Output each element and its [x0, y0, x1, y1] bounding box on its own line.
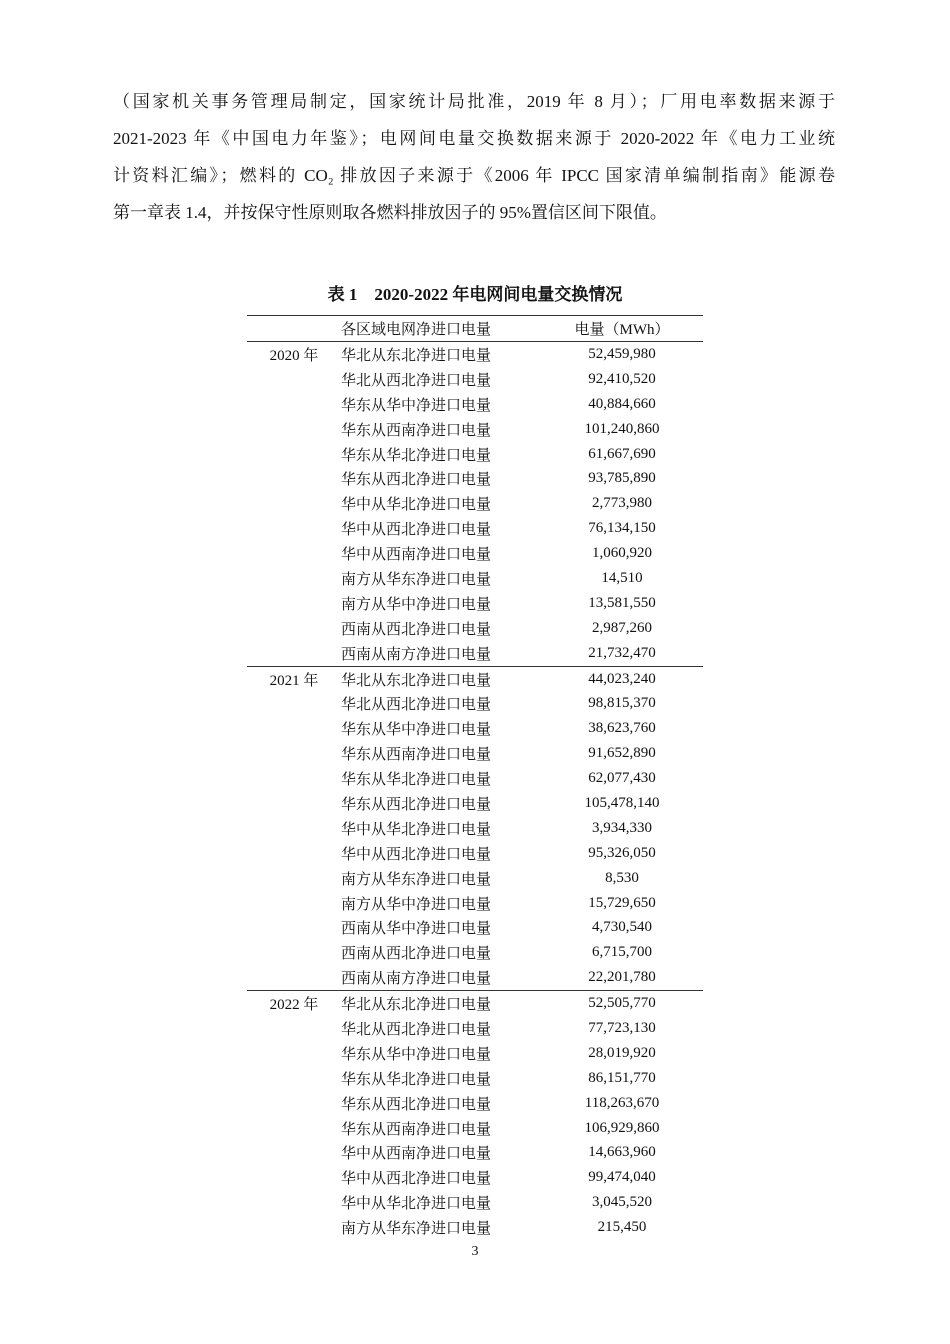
- value-cell: 40,884,660: [588, 395, 656, 412]
- table-row: [247, 891, 703, 916]
- value-cell: 6,715,700: [592, 944, 652, 961]
- grid-exchange-table: [247, 315, 703, 1240]
- value-cell: 95,326,050: [588, 844, 656, 861]
- value-cell: 2,987,260: [592, 619, 652, 636]
- value-cell: 15,729,650: [588, 894, 656, 911]
- table-row: [247, 816, 703, 841]
- item-cell: 西南从南方净进口电量: [341, 646, 492, 663]
- value-cell: 1,060,920: [592, 545, 652, 562]
- value-cell: 4,730,540: [592, 919, 652, 936]
- value-cell: 21,732,470: [588, 644, 656, 661]
- paragraph-line: 计资料汇编》；燃料的 CO₂ 排放因子来源于《2006 年 IPCC 国家清单编制指南》能源卷: [113, 166, 835, 185]
- item-cell: 华东从华中净进口电量: [341, 397, 492, 414]
- table-row: [247, 491, 703, 516]
- paragraph-line: 2021-2023 年《中国电力年鉴》；电网间电量交换数据来源于 2020-2022 年《电力工业统: [113, 129, 835, 148]
- table-row: [247, 1165, 703, 1190]
- value-cell: 44,023,240: [588, 670, 656, 687]
- table-row: [247, 691, 703, 716]
- table-title: 表 1 2020-2022 年电网间电量交换情况: [327, 285, 623, 304]
- table-row: [247, 667, 703, 692]
- value-cell: 13,581,550: [588, 594, 656, 611]
- table-row: [247, 1066, 703, 1091]
- table-row: [247, 417, 703, 442]
- table-row: [247, 1016, 703, 1041]
- year-cell: 2021 年: [269, 672, 319, 689]
- item-cell: 华东从华中净进口电量: [341, 722, 492, 739]
- table-row: [247, 442, 703, 467]
- item-cell: 华东从西南净进口电量: [341, 422, 492, 439]
- table-row: [247, 616, 703, 641]
- item-cell: 华东从华北净进口电量: [341, 772, 492, 789]
- table-row: [247, 641, 703, 666]
- value-cell: 99,474,040: [588, 1169, 656, 1186]
- page-number: 3: [471, 1244, 479, 1259]
- value-cell: 76,134,150: [588, 520, 656, 537]
- item-cell: 华东从华中净进口电量: [341, 1046, 492, 1063]
- value-cell: 106,929,860: [584, 1119, 660, 1136]
- item-cell: 华东从华北净进口电量: [341, 447, 492, 464]
- item-cell: 西南从西北净进口电量: [341, 946, 492, 963]
- value-cell: 52,459,980: [588, 345, 656, 362]
- year-cell: 2022 年: [269, 997, 319, 1014]
- year-cell: 2020 年: [269, 347, 319, 364]
- table-row: [247, 1091, 703, 1116]
- item-cell: 华东从西南净进口电量: [341, 1121, 492, 1138]
- item-cell: 华东从华北净进口电量: [341, 1071, 492, 1088]
- item-cell: 南方从华东净进口电量: [341, 1221, 492, 1238]
- year-group: [247, 342, 703, 667]
- value-cell: 3,934,330: [592, 819, 652, 836]
- table-row: [247, 541, 703, 566]
- item-cell: 华东从西北净进口电量: [341, 1096, 492, 1113]
- table-row: [247, 516, 703, 541]
- item-cell: 华北从东北净进口电量: [341, 672, 492, 689]
- item-cell: 西南从华中净进口电量: [341, 921, 492, 938]
- item-cell: 华中从西南净进口电量: [341, 547, 492, 564]
- item-cell: 南方从华东净进口电量: [341, 571, 492, 588]
- table-row: [247, 342, 703, 367]
- header-value: 电量（MWh）: [574, 322, 670, 338]
- item-cell: 华中从西北净进口电量: [341, 522, 492, 539]
- item-cell: 华东从西南净进口电量: [341, 747, 492, 764]
- table-row: [247, 915, 703, 940]
- item-cell: 西南从西北净进口电量: [341, 621, 492, 638]
- table-row: [247, 841, 703, 866]
- table-row: [247, 1190, 703, 1215]
- value-cell: 118,263,670: [584, 1094, 660, 1111]
- table-row: [247, 766, 703, 791]
- item-cell: 华北从西北净进口电量: [341, 697, 492, 714]
- value-cell: 92,410,520: [588, 370, 656, 387]
- value-cell: 101,240,860: [584, 420, 660, 437]
- value-cell: 93,785,890: [588, 470, 656, 487]
- value-cell: 61,667,690: [588, 445, 656, 462]
- value-cell: 3,045,520: [592, 1194, 652, 1211]
- value-cell: 14,510: [601, 569, 643, 586]
- table-row: [247, 1215, 703, 1240]
- item-cell: 华中从华北净进口电量: [341, 1196, 492, 1213]
- item-cell: 华北从西北净进口电量: [341, 1021, 492, 1038]
- table-row: [247, 392, 703, 417]
- table-row: [247, 716, 703, 741]
- paragraph-line: 第一章表 1.4，并按保守性原则取各燃料排放因子的 95%置信区间下限值。: [113, 203, 667, 222]
- table-row: [247, 940, 703, 965]
- value-cell: 86,151,770: [588, 1069, 656, 1086]
- item-cell: 华北从东北净进口电量: [341, 347, 492, 364]
- paragraph-line: （国家机关事务管理局制定，国家统计局批准，2019 年 8 月）；厂用电率数据来源于: [113, 92, 835, 111]
- item-cell: 华中从华北净进口电量: [341, 497, 492, 514]
- value-cell: 22,201,780: [588, 969, 656, 986]
- table-row: [247, 566, 703, 591]
- body-paragraph: [113, 83, 835, 231]
- table-row: [247, 965, 703, 990]
- item-cell: 华中从西南净进口电量: [341, 1146, 492, 1163]
- value-cell: 98,815,370: [588, 695, 656, 712]
- table-row: [247, 466, 703, 491]
- table-row: [247, 1116, 703, 1141]
- header-item: 各区域电网净进口电量: [341, 322, 492, 338]
- item-cell: 南方从华中净进口电量: [341, 896, 492, 913]
- value-cell: 28,019,920: [588, 1044, 656, 1061]
- value-cell: 91,652,890: [588, 745, 656, 762]
- item-cell: 南方从华中净进口电量: [341, 596, 492, 613]
- item-cell: 华中从华北净进口电量: [341, 821, 492, 838]
- item-cell: 华中从西北净进口电量: [341, 1171, 492, 1188]
- item-cell: 华东从西北净进口电量: [341, 472, 492, 489]
- value-cell: 215,450: [597, 1219, 647, 1236]
- year-group: [247, 991, 703, 1240]
- value-cell: 62,077,430: [588, 770, 656, 787]
- item-cell: 华北从东北净进口电量: [341, 997, 492, 1014]
- table-row: [247, 367, 703, 392]
- item-cell: 西南从南方净进口电量: [341, 971, 492, 988]
- item-cell: 华中从西北净进口电量: [341, 846, 492, 863]
- table-row: [247, 591, 703, 616]
- table-header-row: [247, 316, 703, 342]
- table-row: [247, 791, 703, 816]
- value-cell: 52,505,770: [588, 995, 656, 1012]
- value-cell: 105,478,140: [584, 794, 660, 811]
- item-cell: 南方从华东净进口电量: [341, 871, 492, 888]
- table-row: [247, 1141, 703, 1166]
- value-cell: 38,623,760: [588, 720, 656, 737]
- table-row: [247, 1041, 703, 1066]
- value-cell: 2,773,980: [592, 495, 652, 512]
- item-cell: 华北从西北净进口电量: [341, 372, 492, 389]
- table-row: [247, 866, 703, 891]
- table-row: [247, 741, 703, 766]
- table-row: [247, 991, 703, 1016]
- value-cell: 77,723,130: [588, 1019, 656, 1036]
- value-cell: 14,663,960: [588, 1144, 656, 1161]
- year-group: [247, 667, 703, 992]
- value-cell: 8,530: [605, 869, 639, 886]
- item-cell: 华东从西北净进口电量: [341, 796, 492, 813]
